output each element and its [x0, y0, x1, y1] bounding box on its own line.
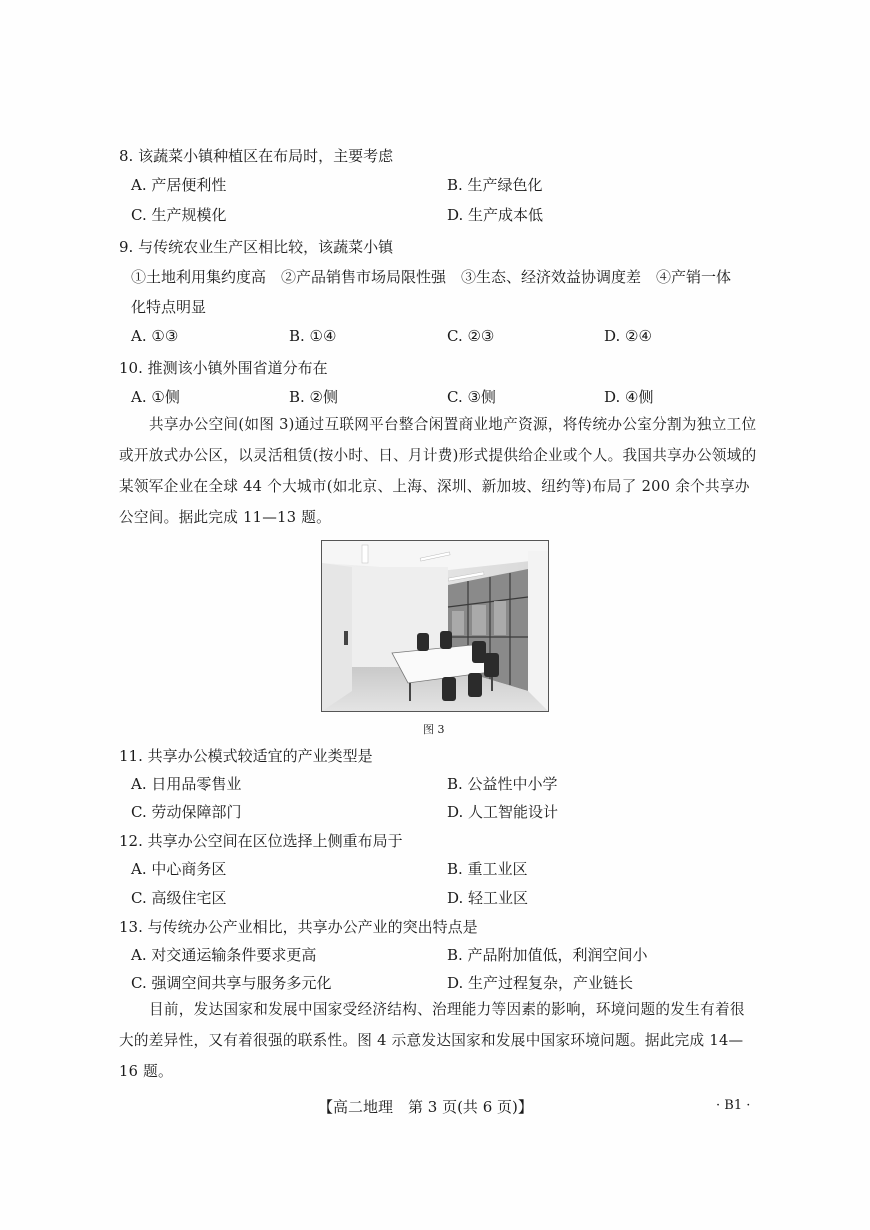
q9-option-b: B. ①④ — [289, 327, 337, 345]
q10-option-d: D. ④侧 — [604, 388, 654, 406]
q10-option-c: C. ③侧 — [447, 388, 496, 406]
q13-stem: 13. 与传统办公产业相比，共享办公产业的突出特点是 — [119, 918, 478, 936]
q11-option-b: B. 公益性中小学 — [447, 775, 558, 793]
q11-option-d: D. 人工智能设计 — [447, 803, 559, 821]
office-room-illustration — [322, 541, 548, 711]
q12-option-b: B. 重工业区 — [447, 860, 528, 878]
q8-option-d: D. 生产成本低 — [447, 206, 544, 224]
q9-stem: 9. 与传统农业生产区相比较，该蔬菜小镇 — [119, 238, 394, 256]
q9-statements-line2: 化特点明显 — [131, 298, 207, 316]
q12-stem: 12. 共享办公空间在区位选择上侧重布局于 — [119, 832, 403, 850]
q8-option-c: C. 生产规模化 — [131, 206, 227, 224]
q10-option-a: A. ①侧 — [131, 388, 180, 406]
q13-option-d: D. 生产过程复杂，产业链长 — [447, 974, 634, 992]
passage-shared-office: 共享办公空间(如图 3)通过互联网平台整合闲置商业地产资源，将传统办公室分割为独立工位或开放式办公区，以灵活租赁(按小时、日、月计费)形式提供给企业或个人。我国共享办公领域的某领军企业在全球 44 个大城市(如北京、上海、深圳、新加坡、纽约等)布局了 200 余个共享办公空间。据此完成 11—13 题。 — [119, 416, 757, 526]
q13-option-a: A. 对交通运输条件要求更高 — [131, 946, 317, 964]
q10-option-b: B. ②侧 — [289, 388, 339, 406]
q13-option-b: B. 产品附加值低，利润空间小 — [447, 946, 648, 964]
q12-option-a: A. 中心商务区 — [131, 860, 227, 878]
q9-option-d: D. ②④ — [604, 327, 652, 345]
q9-statements-line1: ①土地利用集约度高 ②产品销售市场局限性强 ③生态、经济效益协调度差 ④产销一体 — [131, 268, 732, 286]
q8-option-b: B. 生产绿色化 — [447, 176, 543, 194]
q12-option-d: D. 轻工业区 — [447, 889, 529, 907]
q12-option-c: C. 高级住宅区 — [131, 889, 227, 907]
q8-stem: 8. 该蔬菜小镇种植区在布局时，主要考虑 — [119, 147, 394, 165]
paper-code: · B1 · — [716, 1098, 751, 1113]
q11-option-a: A. 日用品零售业 — [131, 775, 242, 793]
figure-3-office-photo — [321, 540, 549, 712]
q13-option-c: C. 强调空间共享与服务多元化 — [131, 974, 332, 992]
q10-stem: 10. 推测该小镇外围省道分布在 — [119, 359, 328, 377]
q11-option-c: C. 劳动保障部门 — [131, 803, 242, 821]
passage-environment: 目前，发达国家和发展中国家受经济结构、治理能力等因素的影响，环境问题的发生有着很大的差异性，又有着很强的联系性。图 4 示意发达国家和发展中国家环境问题。据此完成 14—16 题。 — [119, 1001, 745, 1080]
q11-stem: 11. 共享办公模式较适宜的产业类型是 — [119, 747, 373, 765]
page-footer: 【高二地理 第 3 页(共 6 页)】 — [318, 1098, 533, 1116]
q9-option-a: A. ①③ — [131, 327, 179, 345]
q8-option-a: A. 产居便利性 — [131, 176, 227, 194]
q9-option-c: C. ②③ — [447, 327, 495, 345]
figure-3-caption: 图 3 — [423, 723, 445, 736]
